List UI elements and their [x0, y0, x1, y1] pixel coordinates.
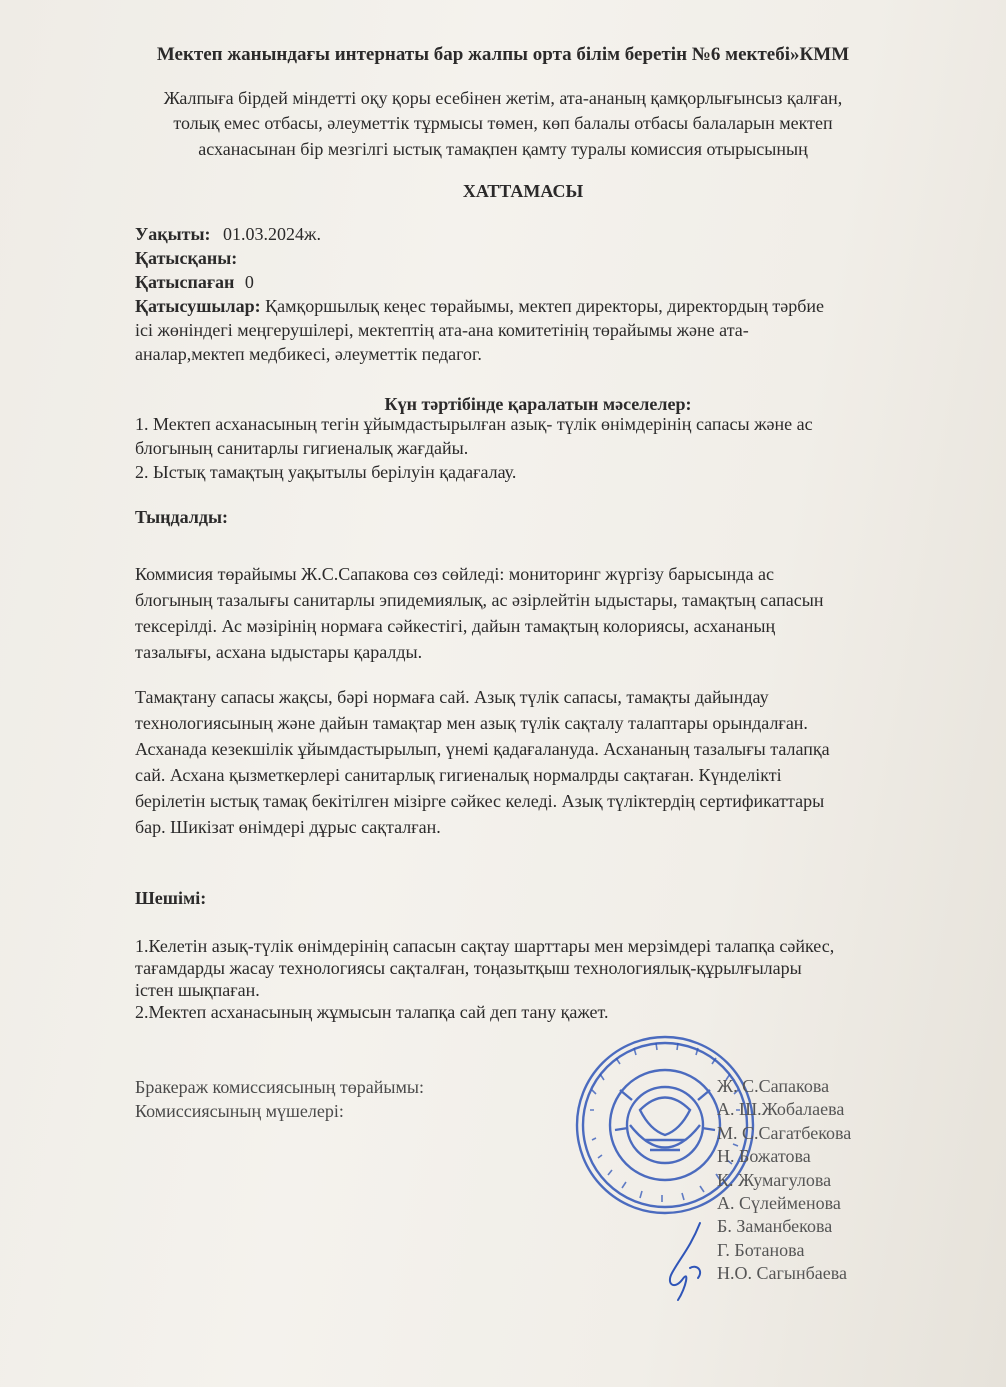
member-name: Н.О. Сагынбаева — [717, 1263, 847, 1284]
agenda-line-3: 2. Ыстық тамақтың уақытылы берілуін қадағалау. — [135, 462, 517, 482]
decision-line: 1.Келетін азық-түлік өнімдерінің сапасын сақтау шарттары мен мерзімдері талапқа сәйкес, — [135, 936, 835, 956]
absent-label: Қатыспаған — [135, 272, 235, 292]
heard-p2-line: берілетін ыстық тамақ бекітілген мізірге сәйкес келеді. Азық түліктердің сертификаттары — [135, 791, 825, 811]
heard-p2-line: технологиясының және дайын тамақтар мен азық түлік сақталу талаптары орындалған. — [135, 713, 808, 733]
participants-line-2: ісі жөніндегі меңгерушілері, мектептің ата-ана комитетінің төрайымы және ата- — [135, 320, 749, 340]
heard-p2-line: бар. Шикізат өнімдері дұрыс сақталған. — [135, 817, 441, 837]
member-name: А. Ш.Жобалаева — [717, 1099, 845, 1120]
present-label: Қатысқаны: — [135, 248, 238, 268]
members-label: Комиссиясының мүшелері: — [135, 1101, 344, 1121]
participants-text-1: Қамқоршылық кеңес төрайымы, мектеп директоры, директордың тәрбие — [265, 296, 824, 316]
member-name: Н. Божатова — [717, 1146, 811, 1167]
decision-line: істен шықпаған. — [135, 980, 260, 1000]
decision-block — [135, 935, 834, 1023]
time-row — [135, 224, 321, 245]
agenda-line-2: блогының санитарлы гигиеналық жағдайы. — [135, 438, 469, 458]
chair-label: Бракераж комиссиясының төрайымы: — [135, 1077, 424, 1097]
absent-value: 0 — [244, 272, 254, 292]
doc-heading: ХАТТАМАСЫ — [462, 181, 584, 201]
absent-row — [135, 272, 254, 293]
subtitle-line-3: асханасынан бір мезгілгі ыстық тамақпен қамту туралы комиссия отырысының — [198, 139, 808, 159]
agenda-line-1: 1. Мектеп асханасының тегін ұйымдастырылған азық- түлік өнімдерінің сапасы және ас — [135, 414, 813, 434]
decision-line: тағамдарды жасау технологиясы сақталған, тоңазытқыш технологиялық-құрылғылары — [135, 958, 802, 978]
time-label: Уақыты: — [135, 224, 211, 244]
heard-paragraph-2 — [135, 684, 830, 840]
subtitle-line-1: Жалпыға бірдей міндетті оқу қоры есебінен жетім, ата-ананың қамқорлығынсыз қалған, — [163, 88, 843, 108]
heard-p2-line: Асханада кезекшілік ұйымдастырылып, үнемі қадағалануда. Асхананың тазалығы талапқа — [135, 739, 830, 759]
participants-line-1 — [135, 296, 824, 317]
decision-label: Шешімі: — [135, 888, 207, 908]
heard-label: Тыңдалды: — [135, 507, 229, 527]
member-name: К. Жумагулова — [717, 1169, 832, 1190]
member-name: Б. Заманбекова — [717, 1216, 833, 1237]
member-name: М. С.Сагатбекова — [717, 1122, 852, 1143]
heard-p1-line: тазалығы, асхана ыдыстары қаралды. — [135, 642, 423, 662]
member-name: Г. Ботанова — [717, 1239, 805, 1260]
heard-p1-line: тексерілді. Ас мәзірінің нормаға сәйкестігі, дайын тамақтың колориясы, асхананың — [135, 616, 776, 636]
heard-p1-line: блогының тазалығы санитарлы эпидемиялық, ас әзірлейтін ыдыстары, тамақтың сапасын — [135, 590, 824, 610]
member-name: А. Сүлейменова — [717, 1193, 841, 1214]
agenda-title: Күн тәртібінде қаралатын мәселелер: — [384, 394, 692, 414]
heard-p2-line: Тамақтану сапасы жақсы, бәрі нормаға сай. Азық түлік сапасы, тамақты дайындау — [135, 687, 769, 707]
heard-p2-line: сай. Асхана қызметкерлері санитарлық гигиеналық нормалрды сақтаған. Күнделікті — [135, 765, 782, 785]
heard-p1-line: Коммисия төрайымы Ж.С.Сапакова сөз сөйледі: мониторинг жүргізу барысында ас — [135, 564, 774, 584]
member-name: Ж. С.Сапакова — [717, 1076, 830, 1096]
participants-line-3: аналар,мектеп медбикесі, әлеуметтік педагог. — [135, 344, 482, 364]
members-list — [717, 1075, 851, 1286]
time-value: 01.03.2024ж. — [223, 224, 321, 244]
signature — [660, 1218, 720, 1308]
participants-label: Қатысушылар: — [135, 296, 261, 316]
decision-line: 2.Мектеп асханасының жұмысын талапқа сай деп тану қажет. — [135, 1002, 609, 1022]
heard-paragraph-1 — [135, 561, 823, 665]
subtitle-line-2: толық емес отбасы, әлеуметтік тұрмысы төмен, көп балалы отбасы балаларын мектеп — [173, 113, 833, 133]
org-title: Мектеп жанындағы интернаты бар жалпы орта білім беретін №6 мектебі»КММ — [156, 44, 850, 65]
